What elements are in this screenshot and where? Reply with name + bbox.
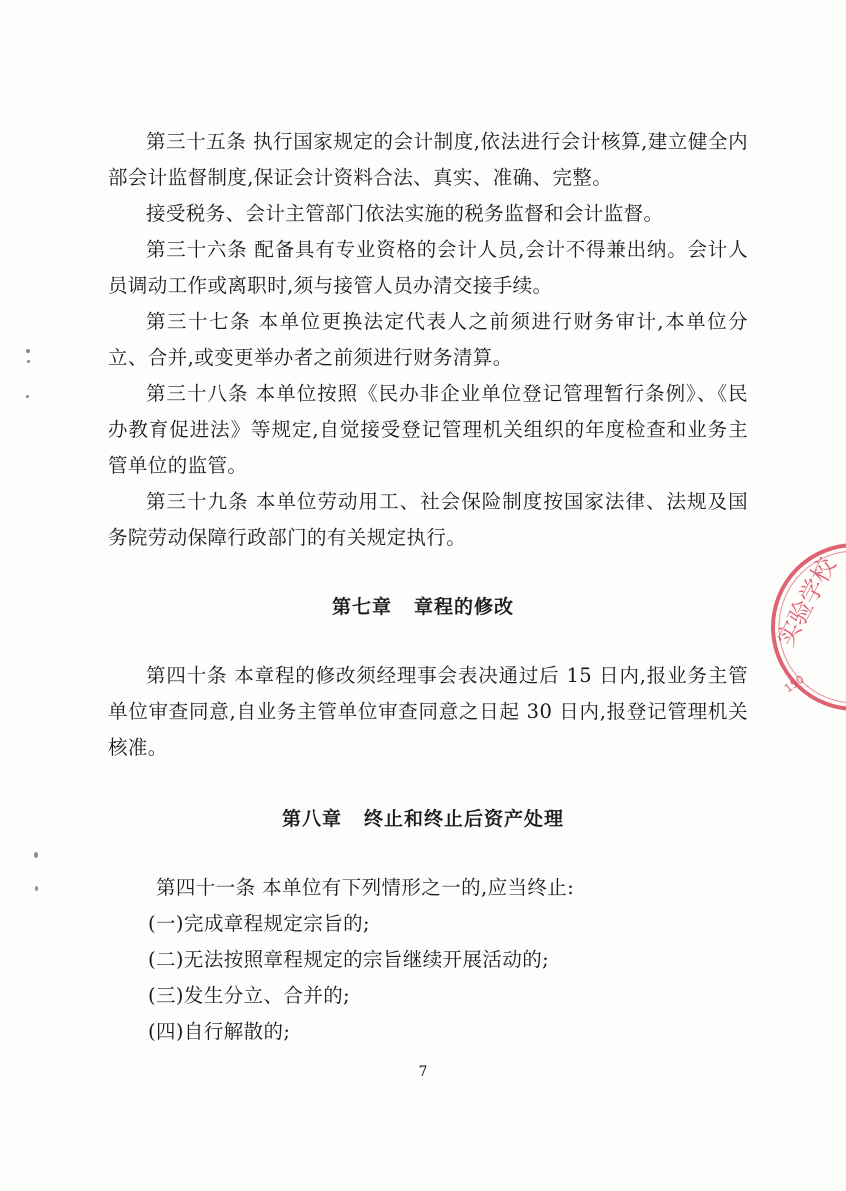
scan-speck xyxy=(26,395,29,398)
article-36: 第三十六条 配备具有专业资格的会计人员,会计不得兼出纳。会计人员调动工作或离职时,须与接管人员办清交接手续。 xyxy=(108,238,748,297)
seal-text: 实验学校 xyxy=(771,552,842,651)
tax-supervision-paragraph: 接受税务、会计主管部门依法实施的税务监督和会计监督。 xyxy=(146,202,664,225)
list-item: (三)发生分立、合并的; xyxy=(148,984,351,1007)
chapter-8-title: 终止和终止后资产处理 xyxy=(364,808,565,830)
list-item: (一)完成章程规定宗旨的; xyxy=(148,912,370,935)
article-35: 第三十五条 执行国家规定的会计制度,依法进行会计核算,建立健全内部会计监督制度,保证会计资料合法、真实、准确、完整。 xyxy=(108,130,748,189)
article-37: 第三十七条 本单位更换法定代表人之前须进行财务审计,本单位分立、合并,或变更举办者之前须进行财务清算。 xyxy=(108,310,748,369)
scan-speck xyxy=(26,349,30,353)
list-item: (四)自行解散的; xyxy=(148,1020,291,1043)
seal-digits: 150 xyxy=(782,672,807,696)
chapter-7-title: 章程的修改 xyxy=(414,596,515,618)
scan-speck xyxy=(27,360,30,363)
article-40: 第四十条 本章程的修改须经理事会表决通过后 15 日内,报业务主管单位审查同意,自业务主管单位审查同意之日起 30 日内,报登记管理机关核准。 xyxy=(108,664,748,759)
official-seal-stamp xyxy=(705,532,846,722)
page-number: 7 xyxy=(418,1064,428,1080)
list-item: (二)无法按照章程规定的宗旨继续开展活动的; xyxy=(148,948,550,971)
chapter-7-number: 第七章 xyxy=(331,596,392,618)
scan-speck xyxy=(34,852,38,858)
chapter-8-number: 第八章 xyxy=(281,808,342,830)
article-41: 第四十一条 本单位有下列情形之一的,应当终止: xyxy=(156,876,575,899)
chapter-8-heading xyxy=(0,804,846,831)
article-39: 第三十九条 本单位劳动用工、社会保险制度按国家法律、法规及国务院劳动保障行政部门的有关规定执行。 xyxy=(108,490,748,549)
article-38: 第三十八条 本单位按照《民办非企业单位登记管理暂行条例》、《民办教育促进法》等规定,自觉接受登记管理机关组织的年度检查和业务主管单位的监管。 xyxy=(108,382,748,477)
scan-speck xyxy=(35,886,38,891)
